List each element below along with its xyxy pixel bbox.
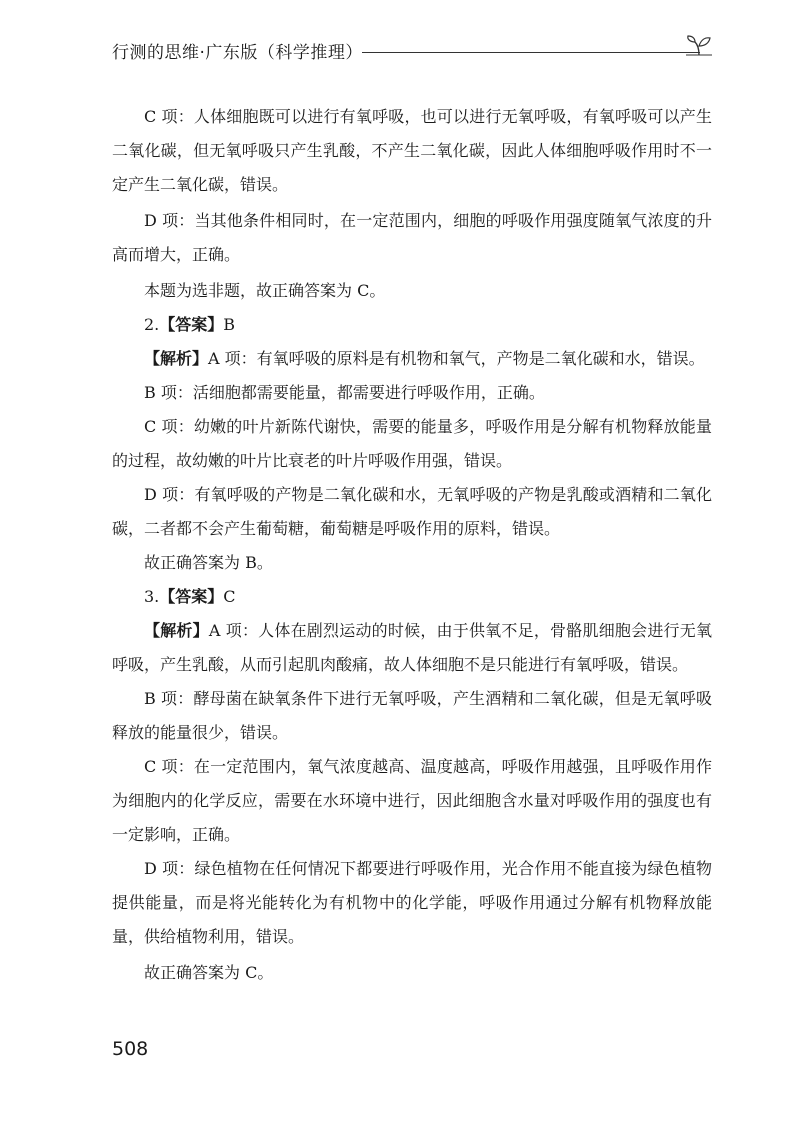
- analysis-label: 【解析】: [144, 621, 209, 640]
- question-3-analysis-d: D 项：绿色植物在任何情况下都要进行呼吸作用，光合作用不能直接为绿色植物提供能量，而是将光能转化为有机物中的化学能，呼吸作用通过分解有机物释放能量，供给植物利用，错误。: [112, 859, 712, 946]
- header-title: 行测的思维·广东版（科学推理）: [112, 43, 363, 63]
- question-3-analysis-c: C 项：在一定范围内，氧气浓度越高、温度越高，呼吸作用越强，且呼吸作用作为细胞内的化学反应，需要在水环境中进行，因此细胞含水量对呼吸作用的强度也有一定影响，正确。: [112, 757, 712, 844]
- answer-label: 【答案】: [159, 587, 224, 606]
- question-2-analysis-b: B 项：活细胞都需要能量，都需要进行呼吸作用，正确。: [144, 383, 545, 402]
- running-header: [112, 34, 712, 64]
- answer-value: B: [223, 315, 236, 334]
- question-2-number: 2.: [144, 315, 160, 334]
- answer-label: 【答案】: [159, 315, 224, 334]
- question-2-analysis-c: C 项：幼嫩的叶片新陈代谢快，需要的能量多，呼吸作用是分解有机物释放能量的过程，故幼嫩的叶片比衰老的叶片呼吸作用强，错误。: [112, 417, 712, 470]
- question-2-answer: [112, 308, 712, 342]
- question-2-analysis-d: D 项：有氧呼吸的产物是二氧化碳和水，无氧呼吸的产物是乳酸或酒精和二氧化碳，二者都不会产生葡萄糖，葡萄糖是呼吸作用的原料，错误。: [112, 485, 712, 538]
- paragraph-conclusion: 本题为选非题，故正确答案为 C。: [144, 281, 386, 300]
- sprout-icon: [686, 34, 712, 56]
- question-3-analysis-b: B 项：酵母菌在缺氧条件下进行无氧呼吸，产生酒精和二氧化碳，但是无氧呼吸释放的能量很少，错误。: [112, 689, 712, 742]
- analysis-label: 【解析】: [144, 349, 209, 368]
- question-2-analysis-a: 【解析】A 项：有氧呼吸的原料是有机物和氧气，产物是二氧化碳和水，错误。: [144, 349, 705, 368]
- question-3-number: 3.: [144, 587, 160, 606]
- header-rule: [362, 52, 700, 53]
- paragraph-option-d: D 项：当其他条件相同时，在一定范围内，细胞的呼吸作用强度随氧气浓度的升高而增大，正确。: [112, 211, 712, 264]
- page-number: 508: [112, 1038, 149, 1060]
- question-3-answer: [112, 580, 712, 614]
- question-3-analysis-a: 【解析】A 项：人体在剧烈运动的时候，由于供氧不足，骨骼肌细胞会进行无氧呼吸，产生乳酸，从而引起肌肉酸痛，故人体细胞不是只能进行有氧呼吸，错误。: [112, 621, 712, 674]
- question-3-conclusion: 故正确答案为 C。: [144, 963, 274, 982]
- paragraph-option-c: C 项：人体细胞既可以进行有氧呼吸，也可以进行无氧呼吸，有氧呼吸可以产生二氧化碳，但无氧呼吸只产生乳酸，不产生二氧化碳，因此人体细胞呼吸作用时不一定产生二氧化碳，错误。: [112, 107, 712, 194]
- answer-value: C: [223, 587, 236, 606]
- question-2-conclusion: 故正确答案为 B。: [144, 553, 273, 572]
- page-body: [112, 100, 712, 990]
